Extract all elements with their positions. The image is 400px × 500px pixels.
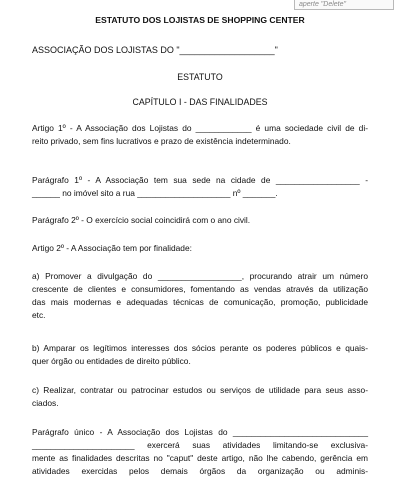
paragraph-2-line: Parágrafo 2º - O exercício social coincidirá com o ano civil. [32,215,251,225]
item-c [32,384,368,410]
item-c-line: c) Realizar, contratar ou patrocinar estudos ou serviços de utilidade para seus asso- [32,385,368,395]
item-b-line: b) Amparar os legítimos interesses dos sócios perante os poderes públicos e quais- [32,343,368,353]
paragraph-1-line: Parágrafo 1º - A Associação tem sua sede na cidade de __________________ - [32,175,368,185]
item-a-line: a) Promover a divulgação do __________________, procurando atrair um número [32,271,368,281]
statute-heading: ESTATUTO [177,72,223,82]
item-a-line: crescente de clientes e consumidores, fomentando as vendas através da utilização [32,284,368,294]
article-1-line: reito privado, sem fins lucrativos e prazo de existência indeterminado. [32,136,291,146]
article-2-line: Artigo 2º - A Associação tem por finalidade: [32,243,192,253]
article-1-line: Artigo 1º - A Associação dos Lojistas do ____________ é uma sociedade civil de di- [32,123,368,133]
sole-paragraph-line: atividades exercidas pelos demais órgãos da organização ou adminis- [32,466,368,476]
item-a-line: etc. [32,310,46,320]
article-2 [32,242,368,255]
item-b-line: quer órgão ou entidades de direito público. [32,356,191,366]
association-line: ASSOCIAÇÃO DOS LOJISTAS DO "___________________" [32,45,278,55]
paragraph-2 [32,214,368,227]
sole-paragraph-line: mente as finalidades descritas no "caput" deste artigo, não lhe cabendo, gerência em [32,453,368,463]
paragraph-1-line: ______ no imóvel sito a rua ____________________ nº _______. [32,188,278,198]
chapter-heading: CAPÍTULO I - DAS FINALIDADES [132,97,268,107]
sole-paragraph-line: ______________________ exercerá suas atividades limitando-se exclusiva- [32,440,368,450]
document-title: ESTATUTO DOS LOJISTAS DE SHOPPING CENTER [95,15,305,25]
article-1 [32,122,368,148]
item-b [32,342,368,368]
delete-hint: aperte "Delete" [294,0,394,10]
sole-paragraph [32,426,368,478]
sole-paragraph-line: Parágrafo único - A Associação dos Lojistas do _____________________________ [32,427,368,437]
item-c-line: ciados. [32,398,59,408]
item-a [32,270,368,322]
paragraph-1 [32,174,368,200]
item-a-line: das mais modernas e adequadas técnicas de comunicação, promoção, publicidade [32,297,368,307]
